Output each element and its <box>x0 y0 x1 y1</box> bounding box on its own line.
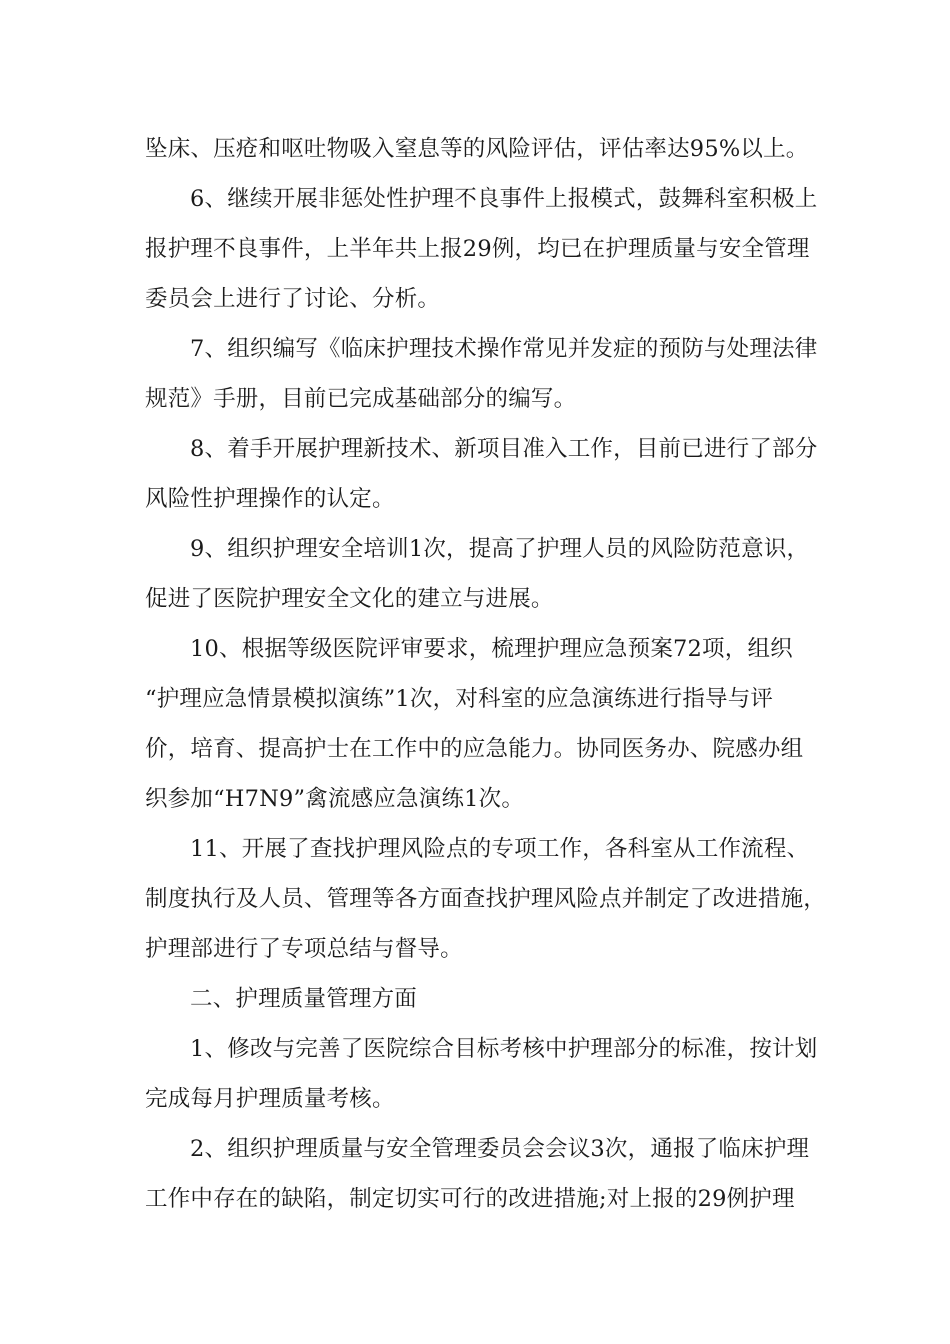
text-line-13: 价，培育、提高护士在工作中的应急能力。协同医务办、院感办组 <box>145 736 804 762</box>
text-line-14: 织参加“H7N9”禽流感应急演练1次。 <box>145 786 525 812</box>
text-line-22: 工作中存在的缺陷，制定切实可行的改进措施;对上报的29例护理 <box>145 1186 795 1212</box>
text-line-7: 8、着手开展护理新技术、新项目准入工作，目前已进行了部分 <box>190 436 818 462</box>
text-line-5: 7、组织编写《临床护理技术操作常见并发症的预防与处理法律 <box>190 336 818 362</box>
text-line-8: 风险性护理操作的认定。 <box>145 486 395 512</box>
text-line-17: 护理部进行了专项总结与督导。 <box>145 936 463 962</box>
text-line-6: 规范》手册，目前已完成基础部分的编写。 <box>145 386 577 412</box>
text-line-21: 2、组织护理质量与安全管理委员会会议3次，通报了临床护理 <box>190 1136 810 1162</box>
text-line-3: 报护理不良事件，上半年共上报29例，均已在护理质量与安全管理 <box>145 236 810 262</box>
text-line-9: 9、组织护理安全培训1次，提高了护理人员的风险防范意识， <box>190 536 810 562</box>
text-line-12: “护理应急情景模拟演练”1次，对科室的应急演练进行指导与评 <box>145 686 774 712</box>
text-line-20: 完成每月护理质量考核。 <box>145 1086 395 1112</box>
text-line-4: 委员会上进行了讨论、分析。 <box>145 286 441 312</box>
text-line-2: 6、继续开展非惩处性护理不良事件上报模式，鼓舞科室积极上 <box>190 186 818 212</box>
text-line-15: 11、开展了查找护理风险点的专项工作，各科室从工作流程、 <box>190 836 810 862</box>
text-line-1: 坠床、压疮和呕吐物吸入窒息等的风险评估，评估率达95%以上。 <box>145 136 809 162</box>
text-line-10: 促进了医院护理安全文化的建立与进展。 <box>145 586 554 612</box>
text-line-11: 10、根据等级医院评审要求，梳理护理应急预案72项，组织 <box>190 636 793 662</box>
text-line-16: 制度执行及人员、管理等各方面查找护理风险点并制定了改进措施， <box>145 886 827 912</box>
section-heading: 二、护理质量管理方面 <box>190 986 418 1012</box>
text-line-19: 1、修改与完善了医院综合目标考核中护理部分的标准，按计划 <box>190 1036 818 1062</box>
